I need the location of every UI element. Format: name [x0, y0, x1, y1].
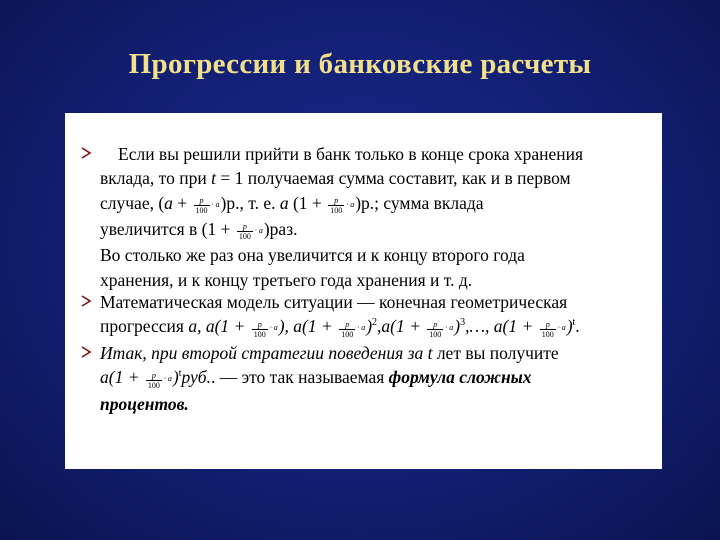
bullet-item-deposit-end — [100, 142, 656, 292]
text-line: Математическая модель ситуации — конечная геометрическая — [100, 292, 568, 312]
text-line: a(1 + $\frac{p}{100}$ · a)$^t$руб.. — это так называемая формула сложных — [100, 367, 532, 390]
fraction-p-over-100: $\frac{p}{100}$ — [541, 319, 554, 339]
bullet-item-compound-formula — [100, 341, 656, 416]
fraction-p-over-100: $\frac{p}{100}$ — [330, 196, 343, 216]
fraction-p-over-100: $\frac{p}{100}$ — [147, 370, 160, 390]
text-line: прогрессия a, a(1 + $\frac{p}{100}$ · a), a(1 + $\frac{p}{100}$ · a)$^2$,a(1 + $\frac{p}{100}$ · a)$^3$,…, a(1 + $\frac{p}{100}$ · a)$^t$. — [100, 316, 580, 339]
fraction-p-over-100: $\frac{p}{100}$ — [195, 196, 208, 216]
fraction-p-over-100: $\frac{p}{100}$ — [238, 222, 251, 242]
bullet-item-model — [100, 290, 656, 341]
text-line: Итак, при второй стратегии поведения за t лет вы получите — [100, 343, 559, 363]
text-line: увеличится в (1 + $\frac{p}{100}$ · a)раз. — [100, 219, 298, 242]
text-line: вклада, то при t = 1 получаемая сумма составит, как и в первом — [100, 168, 571, 189]
slide-title: Прогрессии и банковские расчеты — [128, 48, 592, 80]
fraction-p-over-100: $\frac{p}{100}$ — [253, 319, 266, 339]
text-line: Во столько же раз она увеличится и к концу второго года — [100, 245, 525, 266]
text-line: процентов. — [100, 393, 189, 414]
triangle-bullet-icon — [80, 346, 92, 358]
text-line: случае, (a + $\frac{p}{100}$ · a)р., т. е. a (1 + $\frac{p}{100}$ · a)р.; сумма вклада — [100, 192, 484, 216]
fraction-p-over-100: $\frac{p}{100}$ — [341, 319, 354, 339]
triangle-bullet-icon — [80, 295, 92, 307]
text-line: Если вы решили прийти в банк только в конце срока хранения — [118, 144, 584, 164]
triangle-bullet-icon — [80, 147, 92, 159]
fraction-p-over-100: $\frac{p}{100}$ — [429, 319, 442, 339]
text-line: хранения, и к концу третьего года хранения и т. д. — [100, 269, 473, 290]
